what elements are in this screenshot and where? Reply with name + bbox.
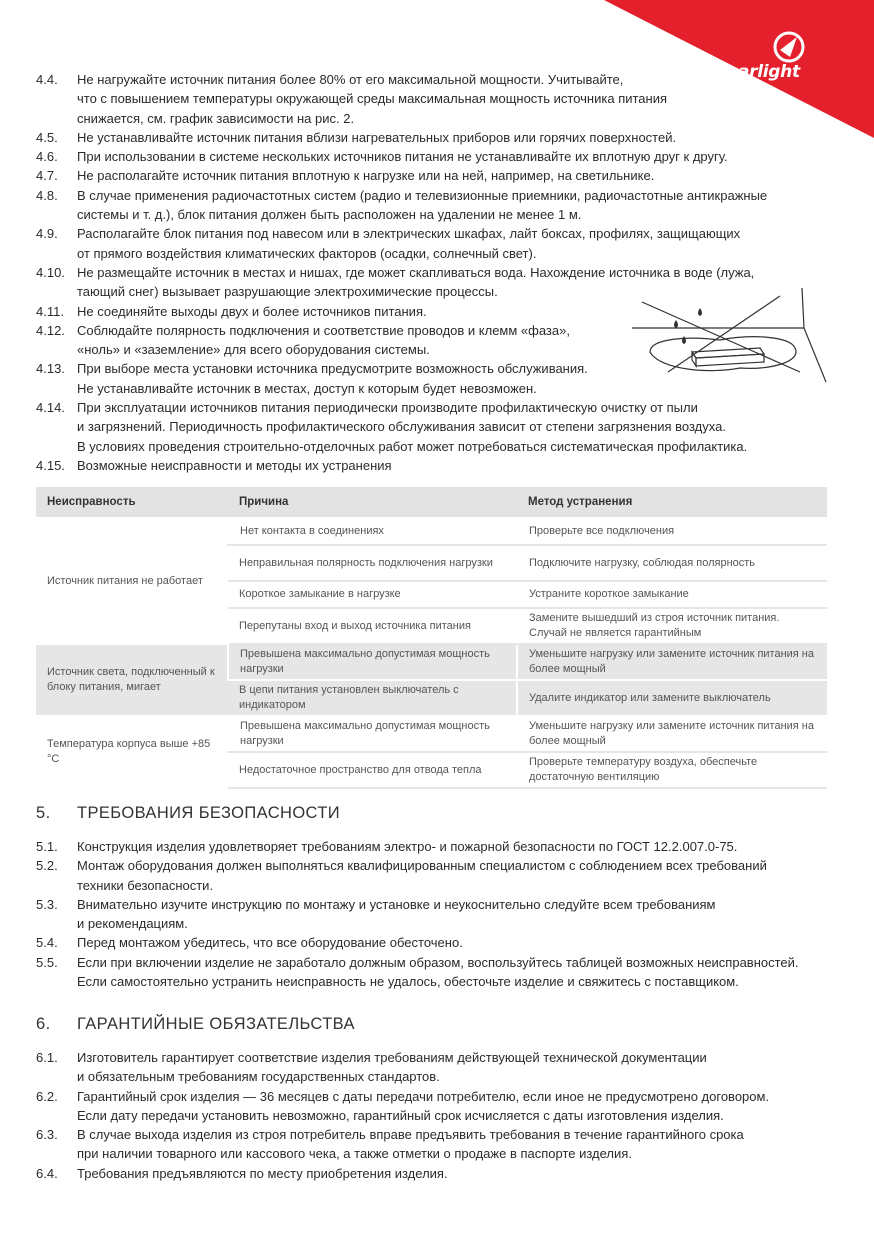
cause-cell: Неправильная полярность подключения нагрузки xyxy=(228,545,517,581)
table-row xyxy=(36,644,827,680)
item-text-line: Если при включении изделие не заработало должным образом, воспользуйтесь таблицей возможных неисправностей. xyxy=(77,954,799,970)
item-number: 5.5. xyxy=(36,954,58,970)
item-number: 6.1. xyxy=(36,1050,58,1065)
section-5-heading xyxy=(36,804,340,823)
item-number: 4.13. xyxy=(36,361,65,377)
list-item xyxy=(36,70,836,128)
cause-cell: Перепутаны вход и выход источника питания xyxy=(228,608,517,644)
item-text-line: Внимательно изучите инструкцию по монтажу и установке и неукоснительно следуйте всем требованиям xyxy=(77,896,716,912)
table-row xyxy=(36,716,827,752)
cause-cell: Нет контакта в соединениях xyxy=(228,518,517,545)
item-text-line: снижается, см. график зависимости на рис. 2. xyxy=(77,110,355,126)
item-text-line: В случае выхода изделия из строя потребитель вправе предъявить требования в течение гарантийного срока xyxy=(77,1127,744,1143)
item-text-line: и обязательным требованиям государственных стандартов. xyxy=(77,1069,440,1085)
item-text-line: В условиях проведения строительно-отделочных работ может потребоваться систематическая профилактика. xyxy=(77,438,748,454)
section-5-list xyxy=(36,837,836,991)
item-number: 4.4. xyxy=(36,72,58,87)
item-number: 6.4. xyxy=(36,1165,58,1181)
item-number: 4.8. xyxy=(36,187,58,203)
section-6-heading xyxy=(36,1015,355,1034)
list-item xyxy=(36,166,836,185)
fault-table xyxy=(36,487,827,789)
item-number: 4.12. xyxy=(36,322,65,338)
item-text-line: Располагайте блок питания под навесом или в электрических шкафах, лайт боксах, профилях, защищающих xyxy=(77,226,741,242)
header-cause: Причина xyxy=(228,487,517,518)
item-text-line: и загрязнений. Периодичность профилактического обслуживания зависит от степени загрязнения воздуха. xyxy=(77,419,726,435)
item-text xyxy=(77,186,836,225)
item-number: 5.3. xyxy=(36,896,58,912)
item-text xyxy=(77,895,836,934)
list-item xyxy=(36,398,836,456)
fix-cell: Проверьте температуру воздуха, обеспечьте достаточную вентиляцию xyxy=(517,752,827,788)
item-text-line: Не соединяйте выходы двух и более источников питания. xyxy=(77,303,427,319)
fault-group-1 xyxy=(36,518,827,644)
item-text-line: Не нагружайте источник питания более 80% от его максимальной мощности. Учитывайте, xyxy=(77,72,624,87)
list-item xyxy=(36,837,836,856)
item-text-line: и рекомендациям. xyxy=(77,916,188,932)
item-number: 5.2. xyxy=(36,858,58,874)
item-number: 5.4. xyxy=(36,935,58,951)
item-text xyxy=(77,147,836,166)
item-text-line: Не размещайте источник в местах и нишах, где может скапливаться вода. Нахождение источника в воде (лужа, xyxy=(77,264,755,280)
item-text xyxy=(77,837,836,856)
list-item xyxy=(36,224,836,263)
section-number: 5. xyxy=(36,804,51,822)
item-text-line: При использовании в системе нескольких источников питания не устанавливайте их вплотную друг к другу. xyxy=(77,149,728,165)
section-4-list xyxy=(36,70,836,475)
item-number: 4.11. xyxy=(36,303,64,319)
cause-cell: Превышена максимально допустимая мощность нагрузки xyxy=(228,644,517,680)
item-text-line: Перед монтажом убедитесь, что все оборудование обесточено. xyxy=(77,935,463,951)
item-text-line: Если самостоятельно устранить неисправность не удалось, обесточьте изделие и свяжитесь с поставщиком. xyxy=(77,974,739,990)
item-number: 4.9. xyxy=(36,226,58,242)
item-text xyxy=(77,933,836,952)
item-text xyxy=(77,398,836,456)
item-number: 5.1. xyxy=(36,839,58,854)
list-item xyxy=(36,147,836,166)
item-text-line: что с повышением температуры окружающей среды максимальная мощность источника питания xyxy=(77,91,668,107)
item-text-line: Возможные неисправности и методы их устранения xyxy=(77,457,392,473)
list-item xyxy=(36,456,836,475)
fault-cell: Источник питания не работает xyxy=(36,518,228,644)
fix-cell: Проверьте все подключения xyxy=(517,518,827,545)
item-number: 4.10. xyxy=(36,264,65,280)
cause-cell: Превышена максимально допустимая мощность нагрузки xyxy=(228,716,517,752)
item-text-line: от прямого воздействия климатических факторов (осадки, солнечный свет). xyxy=(77,245,537,261)
item-text xyxy=(77,1087,836,1126)
item-text-line: Не устанавливайте источник в местах, доступ к которым будет невозможен. xyxy=(77,380,537,396)
item-text-line: Гарантийный срок изделия — 36 месяцев с даты передачи потребителю, если иное не предусмотрено договором. xyxy=(77,1088,770,1104)
fault-group-3 xyxy=(36,716,827,788)
item-number: 4.14. xyxy=(36,400,65,416)
item-text xyxy=(77,70,836,128)
item-text xyxy=(77,1125,836,1164)
list-item xyxy=(36,1048,836,1087)
header-fault: Неисправность xyxy=(36,487,228,518)
list-item xyxy=(36,1087,836,1126)
item-text-line: при наличии товарного или кассового чека, а также отметки о продаже в паспорте изделия. xyxy=(77,1146,632,1162)
item-text-line: Если дату передачи установить невозможно, гарантийный срок исчисляется с даты изготовления изделия. xyxy=(77,1107,724,1123)
item-text xyxy=(77,856,836,895)
cause-cell: Короткое замыкание в нагрузке xyxy=(228,581,517,608)
item-text-line: системы и т. д.), блок питания должен быть расположен на удалении не менее 1 м. xyxy=(77,207,582,223)
item-text-line: техники безопасности. xyxy=(77,877,214,893)
logo-wordmark: arlight xyxy=(738,62,800,82)
section-title: ГАРАНТИЙНЫЕ ОБЯЗАТЕЛЬСТВА xyxy=(77,1015,355,1033)
item-text-line: Требования предъявляются по месту приобретения изделия. xyxy=(77,1165,448,1181)
fault-group-2 xyxy=(36,644,827,716)
list-item xyxy=(36,1125,836,1164)
fault-cell: Источник света, подключенный к блоку питания, мигает xyxy=(36,644,228,716)
item-text xyxy=(77,128,836,147)
list-item xyxy=(36,186,836,225)
fault-cell: Температура корпуса выше +85 °C xyxy=(36,716,228,788)
item-text-line: тающий снег) вызывает разрушающие электрохимические процессы. xyxy=(77,284,498,300)
item-text-line: Конструкция изделия удовлетворяет требованиям электро- и пожарной безопасности по ГОСТ 12.2.007.0-75. xyxy=(77,839,738,854)
item-text xyxy=(77,456,836,475)
item-text-line: Не устанавливайте источник питания вблизи нагревательных приборов или горячих поверхностей. xyxy=(77,129,677,145)
item-text xyxy=(77,1164,836,1183)
item-number: 6.3. xyxy=(36,1127,58,1143)
header-fix: Метод устранения xyxy=(517,487,827,518)
list-item xyxy=(36,1164,836,1183)
item-number: 4.5. xyxy=(36,129,58,145)
item-text xyxy=(77,1048,836,1087)
item-text-line: При эксплуатации источников питания периодически производите профилактическую очистку от пыли xyxy=(77,400,698,416)
table-header-row xyxy=(36,487,827,518)
item-number: 4.7. xyxy=(36,168,58,184)
section-number: 6. xyxy=(36,1015,51,1033)
fix-cell: Уменьшите нагрузку или замените источник питания на более мощный xyxy=(517,716,827,752)
item-text-line: В случае применения радиочастотных систем (радио и телевизионные приемники, радиочастотные антикражные xyxy=(77,187,768,203)
table-row xyxy=(36,518,827,545)
water-warning-illustration xyxy=(630,286,830,386)
item-text-line: Монтаж оборудования должен выполняться квалифицированным специалистом с соблюдением всех требований xyxy=(77,858,767,874)
item-text xyxy=(77,224,836,263)
item-text xyxy=(77,166,836,185)
item-number: 4.15. xyxy=(36,457,65,473)
item-number: 4.6. xyxy=(36,149,58,165)
list-item xyxy=(36,856,836,895)
item-text-line: При выборе места установки источника предусмотрите возможность обслуживания. xyxy=(77,361,588,377)
cause-cell: Недостаточное пространство для отвода тепла xyxy=(228,752,517,788)
section-6-list xyxy=(36,1048,836,1183)
item-text-line: Не располагайте источник питания вплотную к нагрузке или на ней, например, на светильнике. xyxy=(77,168,655,184)
fix-cell: Устраните короткое замыкание xyxy=(517,581,827,608)
section-title: ТРЕБОВАНИЯ БЕЗОПАСНОСТИ xyxy=(77,804,341,822)
cause-cell: В цепи питания установлен выключатель с индикатором xyxy=(228,680,517,716)
item-number: 6.2. xyxy=(36,1088,58,1104)
item-text-line: Соблюдайте полярность подключения и соответствие проводов и клемм «фаза», xyxy=(77,322,570,338)
item-text-line: «ноль» и «заземление» для всего оборудования системы. xyxy=(77,342,430,358)
list-item xyxy=(36,895,836,934)
list-item xyxy=(36,128,836,147)
fix-cell: Подключите нагрузку, соблюдая полярность xyxy=(517,545,827,581)
list-item xyxy=(36,953,836,992)
item-text xyxy=(77,953,836,992)
fix-cell: Удалите индикатор или замените выключатель xyxy=(517,680,827,716)
fix-cell: Замените вышедший из строя источник питания. Случай не является гарантийным xyxy=(517,608,827,644)
item-text-line: Изготовитель гарантирует соответствие изделия требованиям действующей технической документации xyxy=(77,1050,707,1065)
list-item xyxy=(36,933,836,952)
fix-cell: Уменьшите нагрузку или замените источник питания на более мощный xyxy=(517,644,827,680)
